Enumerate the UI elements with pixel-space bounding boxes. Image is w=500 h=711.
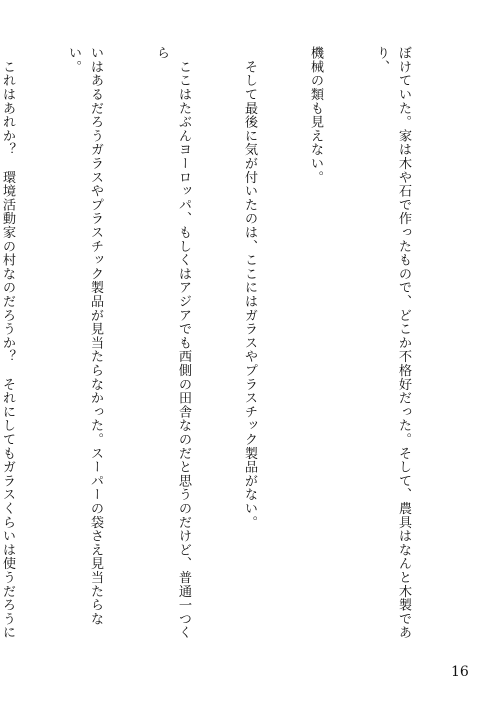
text-line: そして最後に気が付いたのは、ここにはガラスやプラスチック製品がない。 bbox=[242, 46, 257, 529]
text-line: これはあれか？ 環境活動家の村なのだろうか？ それにしてもガラスくらいは使うだろうに bbox=[0, 46, 15, 640]
text-line: ここはたぶんヨーロッパ、もしくはアジアでも西側の田舎なのだと思うのだけど、普通一つくら bbox=[154, 46, 191, 640]
text-line: いはあるだろうガラスやプラスチック製品が見当たらなかった。スーパーの袋さえ見当たらない。 bbox=[66, 46, 103, 626]
text-line: 機械の類も見えない。 bbox=[308, 46, 323, 184]
page-number: 16 bbox=[451, 664, 469, 680]
text-line: ぼけていた。家は木や石で作ったもので、どこか不格好だった。そして、農具はなんと木製であり、 bbox=[374, 46, 411, 640]
vertical-text-body bbox=[0, 46, 458, 642]
